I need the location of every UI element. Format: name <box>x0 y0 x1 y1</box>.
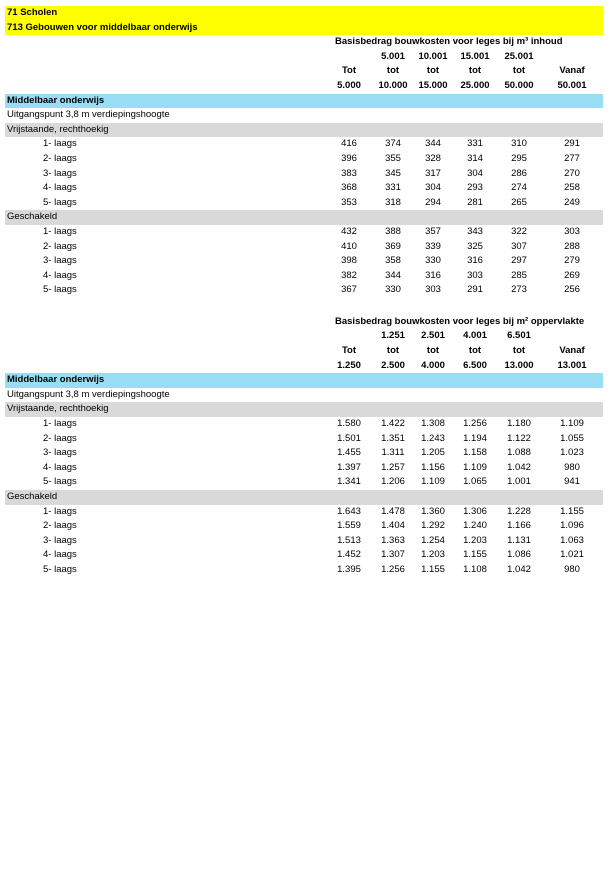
row-label: 2- laags <box>43 240 77 252</box>
group-label: Geschakeld <box>7 211 58 223</box>
cell-value: 1.042 <box>507 563 531 575</box>
group-row <box>5 490 603 505</box>
cell-value: 432 <box>341 225 357 237</box>
row-label: 2- laags <box>43 152 77 164</box>
table-title: Basisbedrag bouwkosten voor leges bij m² oppervlakte <box>335 315 585 327</box>
row-label: 1- laags <box>43 505 77 517</box>
column-header: tot <box>468 345 482 357</box>
cell-value: 1.559 <box>337 520 361 532</box>
cell-value: 1.478 <box>381 505 405 517</box>
column-header: 2.501 <box>421 330 445 342</box>
cell-value: 1.404 <box>381 520 405 532</box>
column-header: 50.000 <box>504 79 534 91</box>
table-row <box>5 534 603 549</box>
cell-value: 1.308 <box>421 418 445 430</box>
cell-value: 1.363 <box>381 534 405 546</box>
cell-value: 331 <box>385 182 401 194</box>
column-header: 1.251 <box>381 330 405 342</box>
cell-value: 322 <box>511 225 527 237</box>
cell-value: 357 <box>425 225 441 237</box>
column-header: tot <box>512 345 526 357</box>
cell-value: 1.341 <box>337 476 361 488</box>
column-header: tot <box>386 345 400 357</box>
column-header: Vanaf <box>559 65 585 77</box>
cell-value: 1.254 <box>421 534 445 546</box>
column-header-row <box>5 344 603 359</box>
cell-value: 345 <box>385 167 401 179</box>
table-row <box>5 475 603 490</box>
table-row <box>5 240 603 255</box>
cell-value: 1.306 <box>463 505 487 517</box>
table-row <box>5 417 603 432</box>
cell-value: 1.257 <box>381 461 405 473</box>
cell-value: 396 <box>341 152 357 164</box>
cell-value: 1.096 <box>560 520 584 532</box>
cell-value: 1.307 <box>381 549 405 561</box>
column-header: 6.501 <box>507 330 531 342</box>
cell-value: 1.243 <box>421 432 445 444</box>
cell-value: 265 <box>511 196 527 208</box>
cell-value: 330 <box>425 255 441 267</box>
cell-value: 1.397 <box>337 461 361 473</box>
cell-value: 285 <box>511 269 527 281</box>
cell-value: 1.122 <box>507 432 531 444</box>
cell-value: 1.452 <box>337 549 361 561</box>
cell-value: 288 <box>564 240 580 252</box>
cell-value: 316 <box>467 255 483 267</box>
cell-value: 291 <box>564 138 580 150</box>
row-label: 5- laags <box>43 284 77 296</box>
cell-value: 1.455 <box>337 447 361 459</box>
cell-value: 388 <box>385 225 401 237</box>
column-header: tot <box>512 65 526 77</box>
column-header: 25.001 <box>504 50 534 62</box>
cell-value: 1.501 <box>337 432 361 444</box>
table-row <box>5 283 603 298</box>
cell-value: 1.513 <box>337 534 361 546</box>
cell-value: 314 <box>467 152 483 164</box>
cell-value: 344 <box>385 269 401 281</box>
cell-value: 1.180 <box>507 418 531 430</box>
column-header: tot <box>426 65 440 77</box>
cell-value: 1.203 <box>421 549 445 561</box>
cell-value: 1.580 <box>337 418 361 430</box>
cell-value: 304 <box>467 167 483 179</box>
cell-value: 1.292 <box>421 520 445 532</box>
cell-value: 331 <box>467 138 483 150</box>
table-row <box>5 181 603 196</box>
cell-value: 1.228 <box>507 505 531 517</box>
row-label: 4- laags <box>43 269 77 281</box>
cell-value: 1.155 <box>560 505 584 517</box>
cell-value: 1.086 <box>507 549 531 561</box>
cell-value: 1.088 <box>507 447 531 459</box>
group-label: Vrijstaande, rechthoekig <box>7 123 109 135</box>
table-row <box>5 152 603 167</box>
cell-value: 1.360 <box>421 505 445 517</box>
cell-value: 1.108 <box>463 563 487 575</box>
cell-value: 1.131 <box>507 534 531 546</box>
cell-value: 325 <box>467 240 483 252</box>
table-row <box>5 505 603 520</box>
cell-value: 1.311 <box>381 447 405 459</box>
row-label: 1- laags <box>43 138 77 150</box>
column-header-row <box>5 50 603 65</box>
column-header: 15.001 <box>460 50 490 62</box>
cell-value: 398 <box>341 255 357 267</box>
cell-value: 1.158 <box>463 447 487 459</box>
category-label: Middelbaar onderwijs <box>7 374 105 386</box>
column-header: 13.001 <box>557 359 587 371</box>
table-title: Basisbedrag bouwkosten voor leges bij m³ inhoud <box>335 36 563 48</box>
column-header: Vanaf <box>559 345 585 357</box>
table-row <box>5 461 603 476</box>
cell-value: 1.109 <box>560 418 584 430</box>
cell-value: 277 <box>564 152 580 164</box>
table-row <box>5 196 603 211</box>
cell-value: 1.395 <box>337 563 361 575</box>
row-label: 3- laags <box>43 167 77 179</box>
cell-value: 941 <box>564 476 580 488</box>
column-header: 4.000 <box>421 359 445 371</box>
cell-value: 281 <box>467 196 483 208</box>
column-header-row <box>5 79 603 94</box>
group-row <box>5 402 603 417</box>
cell-value: 410 <box>341 240 357 252</box>
cell-value: 303 <box>564 225 580 237</box>
table-row <box>5 269 603 284</box>
cell-value: 1.023 <box>560 447 584 459</box>
column-header: 10.001 <box>418 50 448 62</box>
cell-value: 291 <box>467 284 483 296</box>
cell-value: 286 <box>511 167 527 179</box>
cell-value: 1.256 <box>381 563 405 575</box>
row-label: 3- laags <box>43 534 77 546</box>
header-row-1 <box>5 6 603 21</box>
group-label: Vrijstaande, rechthoekig <box>7 403 109 415</box>
cell-value: 1.205 <box>421 447 445 459</box>
cell-value: 273 <box>511 284 527 296</box>
cell-value: 1.155 <box>421 563 445 575</box>
row-label: 5- laags <box>43 476 77 488</box>
table-row <box>5 446 603 461</box>
row-label: 1- laags <box>43 225 77 237</box>
cell-value: 416 <box>341 138 357 150</box>
section-title: 713 Gebouwen voor middelbaar onderwijs <box>7 21 198 33</box>
cell-value: 1.240 <box>463 520 487 532</box>
column-header: 6.500 <box>463 359 487 371</box>
cell-value: 1.351 <box>381 432 405 444</box>
column-header: Tot <box>341 65 357 77</box>
cell-value: 1.021 <box>560 549 584 561</box>
table-row <box>5 519 603 534</box>
column-header-row <box>5 64 603 79</box>
group-row <box>5 210 603 225</box>
cell-value: 1.206 <box>381 476 405 488</box>
row-label: 2- laags <box>43 520 77 532</box>
table-row <box>5 137 603 152</box>
cell-value: 343 <box>467 225 483 237</box>
cell-value: 368 <box>341 182 357 194</box>
cell-value: 1.155 <box>463 549 487 561</box>
cell-value: 1.194 <box>463 432 487 444</box>
cell-value: 274 <box>511 182 527 194</box>
cell-value: 258 <box>564 182 580 194</box>
cell-value: 310 <box>511 138 527 150</box>
cell-value: 383 <box>341 167 357 179</box>
row-label: 5- laags <box>43 563 77 575</box>
cell-value: 1.109 <box>463 461 487 473</box>
cell-value: 1.256 <box>463 418 487 430</box>
row-label: 3- laags <box>43 255 77 267</box>
cell-value: 1.422 <box>381 418 405 430</box>
column-header: Tot <box>341 345 357 357</box>
cell-value: 1.643 <box>337 505 361 517</box>
cell-value: 1.109 <box>421 476 445 488</box>
column-header: tot <box>386 65 400 77</box>
category-row <box>5 373 603 388</box>
table-row <box>5 254 603 269</box>
note-label: Uitgangspunt 3,8 m verdiepingshoogte <box>7 109 170 121</box>
cell-value: 367 <box>341 284 357 296</box>
cell-value: 1.001 <box>507 476 531 488</box>
cell-value: 303 <box>425 284 441 296</box>
column-header: 10.000 <box>378 79 408 91</box>
row-label: 1- laags <box>43 418 77 430</box>
cell-value: 304 <box>425 182 441 194</box>
note-row <box>5 388 603 403</box>
column-header: 2.500 <box>381 359 405 371</box>
cell-value: 355 <box>385 152 401 164</box>
table-row <box>5 432 603 447</box>
cell-value: 374 <box>385 138 401 150</box>
cell-value: 353 <box>341 196 357 208</box>
cell-value: 270 <box>564 167 580 179</box>
cell-value: 369 <box>385 240 401 252</box>
spacer <box>5 298 603 315</box>
category-row <box>5 94 603 109</box>
cell-value: 382 <box>341 269 357 281</box>
column-header: 25.000 <box>460 79 490 91</box>
table-row <box>5 225 603 240</box>
cell-value: 1.063 <box>560 534 584 546</box>
row-label: 4- laags <box>43 461 77 473</box>
cell-value: 307 <box>511 240 527 252</box>
table-row <box>5 167 603 182</box>
cell-value: 303 <box>467 269 483 281</box>
cell-value: 1.166 <box>507 520 531 532</box>
table-row <box>5 548 603 563</box>
row-label: 5- laags <box>43 196 77 208</box>
column-header-row <box>5 329 603 344</box>
cell-value: 339 <box>425 240 441 252</box>
row-label: 3- laags <box>43 447 77 459</box>
column-header: 4.001 <box>463 330 487 342</box>
group-row <box>5 123 603 138</box>
cell-value: 1.042 <box>507 461 531 473</box>
cell-value: 318 <box>385 196 401 208</box>
cell-value: 297 <box>511 255 527 267</box>
column-header: 13.000 <box>504 359 534 371</box>
cell-value: 279 <box>564 255 580 267</box>
cell-value: 293 <box>467 182 483 194</box>
note-row <box>5 108 603 123</box>
table-title-row <box>5 35 603 50</box>
cell-value: 1.065 <box>463 476 487 488</box>
cell-value: 316 <box>425 269 441 281</box>
cell-value: 295 <box>511 152 527 164</box>
column-header: 1.250 <box>337 359 361 371</box>
column-header: 50.001 <box>557 79 587 91</box>
category-label: Middelbaar onderwijs <box>7 94 105 106</box>
row-label: 4- laags <box>43 182 77 194</box>
cell-value: 1.055 <box>560 432 584 444</box>
spreadsheet <box>5 6 603 578</box>
cell-value: 249 <box>564 196 580 208</box>
column-header: 5.001 <box>381 50 405 62</box>
cell-value: 980 <box>564 461 580 473</box>
table-row <box>5 563 603 578</box>
column-header: tot <box>426 345 440 357</box>
table-title-row <box>5 315 603 330</box>
cell-value: 256 <box>564 284 580 296</box>
header-row-2 <box>5 21 603 36</box>
cell-value: 344 <box>425 138 441 150</box>
cell-value: 328 <box>425 152 441 164</box>
note-label: Uitgangspunt 3,8 m verdiepingshoogte <box>7 388 170 400</box>
cell-value: 1.203 <box>463 534 487 546</box>
cell-value: 358 <box>385 255 401 267</box>
cell-value: 294 <box>425 196 441 208</box>
column-header-row <box>5 359 603 374</box>
cell-value: 980 <box>564 563 580 575</box>
column-header: tot <box>468 65 482 77</box>
row-label: 4- laags <box>43 549 77 561</box>
cell-value: 330 <box>385 284 401 296</box>
cell-value: 317 <box>425 167 441 179</box>
cell-value: 269 <box>564 269 580 281</box>
cell-value: 1.156 <box>421 461 445 473</box>
group-label: Geschakeld <box>7 491 58 502</box>
column-header: 5.000 <box>337 79 361 91</box>
chapter-title: 71 Scholen <box>7 7 58 18</box>
column-header: 15.000 <box>418 79 448 91</box>
row-label: 2- laags <box>43 432 77 444</box>
